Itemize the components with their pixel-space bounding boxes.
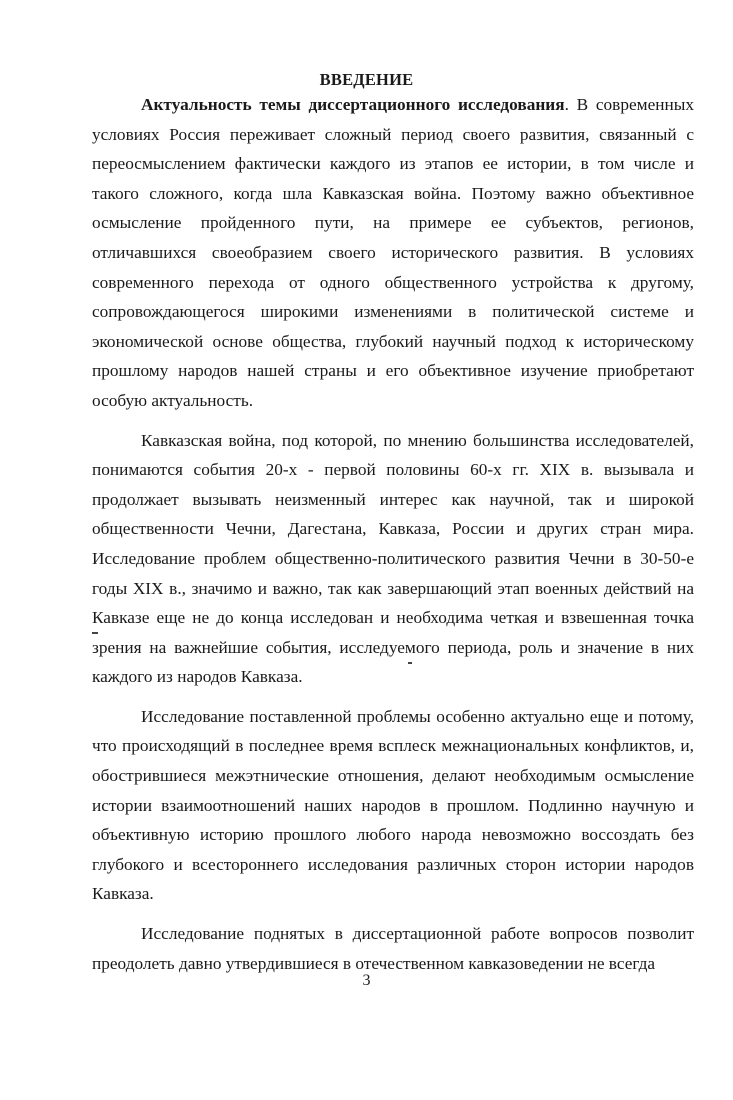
scan-artifact-mark — [408, 662, 412, 664]
page-number: 3 — [362, 972, 371, 989]
paragraph-4-text: Исследование поднятых в диссертационной работе вопросов позволит преодолеть давно утвердившиеся в отечественном кавказоведении не всегда — [92, 924, 694, 973]
paragraph-1-lead: Актуальность темы диссертационного исследования — [141, 95, 565, 114]
paragraph-2-text: Кавказская война, под которой, по мнению большинства исследователей, понимаются события 20-х - первой половины 60-х гг. XIX в. вызывала и продолжает вызывать неизменный интерес как научной, так и широкой общественности Чечни, Дагестана, Кавказа, России и других стран мира. Исследование проблем общественно-политического развития Чечни в 30-50-е годы XIX в., значимо и важно, так как завершающий этап военных действий на Кавказе еще не до конца исследован и необходима четкая и взвешенная точка зрения на важнейшие события, исследуемого периода, роль и значение в них каждого из народов Кавказа. — [92, 430, 694, 687]
body-text — [92, 90, 694, 978]
scan-artifact-mark — [92, 632, 98, 634]
paragraph-2 — [92, 426, 694, 692]
paragraph-3 — [92, 702, 694, 909]
page-title: ВВЕДЕНИЕ — [319, 70, 414, 89]
paragraph-4 — [92, 919, 694, 978]
paragraph-1-text: . В современных условиях Россия переживает сложный период своего развития, связанный с переосмыслением фактически каждого из этапов ее истории, в том числе и такого сложного, когда шла Кавказская война. Поэтому важно объективное осмысление пройденного пути, на примере ее субъектов, регионов, отличавшихся своеобразием своего исторического развития. В условиях современного перехода от одного общественного устройства к другому, сопровождающегося широкими изменениями в политической системе и экономической основе общества, глубокий научный подход к историческому прошлому народов нашей страны и его объективное изучение приобретают особую актуальность. — [92, 95, 695, 410]
paragraph-1 — [92, 90, 694, 416]
paragraph-3-text: Исследование поставленной проблемы особенно актуально еще и потому, что происходящий в последнее время всплеск межнациональных конфликтов, и, обострившиеся межэтнические отношения, делают необходимым осмысление истории взаимоотношений наших народов в прошлом. Подлинно научную и объективную историю прошлого любого народа невозможно воссоздать без глубокого и всестороннего исследования различных сторон истории народов Кавказа. — [92, 706, 694, 904]
